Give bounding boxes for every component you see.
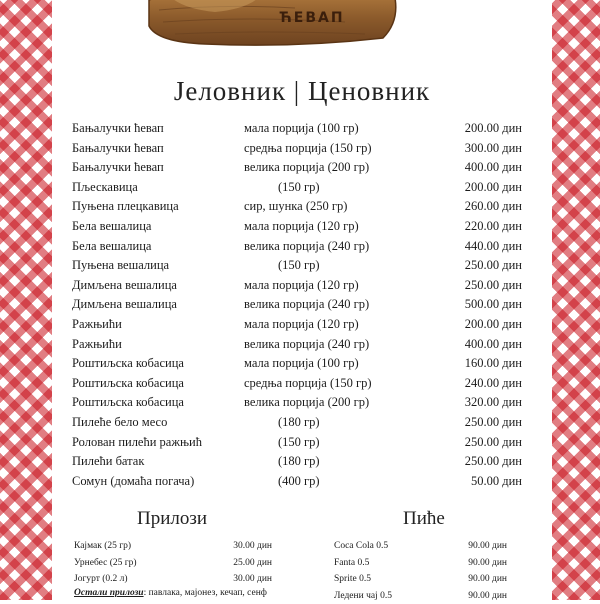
menu-row <box>72 237 522 257</box>
side-row <box>74 571 272 588</box>
logo-subtitle: ЋЕВАП <box>262 10 362 26</box>
dish-portion: велика порција (200 гр) <box>244 158 369 178</box>
menu-row <box>72 295 522 315</box>
drink-row <box>334 538 507 555</box>
menu-row <box>72 178 522 198</box>
item-name: Sprite 0.5 <box>334 571 371 588</box>
tablecloth-border-right <box>548 0 600 600</box>
dish-price: 250.00 дин <box>465 256 522 276</box>
item-name: Coca Cola 0.5 <box>334 538 388 555</box>
menu-row <box>72 197 522 217</box>
dish-portion: (150 гр) <box>278 178 320 198</box>
dish-price: 250.00 дин <box>465 433 522 453</box>
dish-name: Пуњена плецкавица <box>72 197 179 217</box>
menu-row <box>72 354 522 374</box>
dish-price: 250.00 дин <box>465 452 522 472</box>
dish-price: 200.00 дин <box>465 119 522 139</box>
dish-name: Бањалучки ћевап <box>72 119 164 139</box>
dish-portion: (150 гр) <box>278 256 320 276</box>
side-row <box>74 555 272 572</box>
item-price: 90.00 дин <box>468 571 507 588</box>
dish-name: Пилећи батак <box>72 452 144 472</box>
dish-portion: мала порција (120 гр) <box>244 315 359 335</box>
drink-row <box>334 571 507 588</box>
dish-price: 50.00 дин <box>471 472 522 492</box>
dish-portion: мала порција (120 гр) <box>244 276 359 296</box>
item-price: 90.00 дин <box>468 588 507 604</box>
dish-name: Роштиљска кобасица <box>72 374 184 394</box>
other-sides-note <box>74 588 267 598</box>
dish-portion: средња порција (150 гр) <box>244 139 372 159</box>
menu-row <box>72 158 522 178</box>
dish-name: Бањалучки ћевап <box>72 139 164 159</box>
dish-price: 320.00 дин <box>465 393 522 413</box>
item-price: 30.00 дин <box>233 538 272 555</box>
item-name: Урнебес (25 гр) <box>74 555 137 572</box>
menu-row <box>72 433 522 453</box>
dish-name: Пуњена вешалица <box>72 256 169 276</box>
side-row <box>74 538 272 555</box>
dish-portion: велика порција (200 гр) <box>244 393 369 413</box>
dish-portion: (180 гр) <box>278 413 320 433</box>
menu-row <box>72 256 522 276</box>
dish-name: Роштиљска кобасица <box>72 393 184 413</box>
dish-portion: (180 гр) <box>278 452 320 472</box>
dish-portion: мала порција (100 гр) <box>244 354 359 374</box>
drinks-list <box>334 538 507 604</box>
dish-price: 200.00 дин <box>465 315 522 335</box>
menu-row <box>72 374 522 394</box>
dish-portion: средња порција (150 гр) <box>244 374 372 394</box>
menu-row <box>72 413 522 433</box>
menu-row <box>72 315 522 335</box>
dish-price: 240.00 дин <box>465 374 522 394</box>
sides-title: Прилози <box>137 508 207 530</box>
dish-price: 260.00 дин <box>465 197 522 217</box>
dish-price: 250.00 дин <box>465 413 522 433</box>
dish-price: 220.00 дин <box>465 217 522 237</box>
item-name: Кајмак (25 гр) <box>74 538 131 555</box>
dish-portion: (400 гр) <box>278 472 320 492</box>
menu-row <box>72 393 522 413</box>
dish-portion: сир, шунка (250 гр) <box>244 197 347 217</box>
dish-name: Пљескавица <box>72 178 138 198</box>
dish-name: Бела вешалица <box>72 217 151 237</box>
dish-portion: мала порција (100 гр) <box>244 119 359 139</box>
menu-row <box>72 452 522 472</box>
dish-price: 200.00 дин <box>465 178 522 198</box>
dish-price: 500.00 дин <box>465 295 522 315</box>
menu-row <box>72 276 522 296</box>
drink-row <box>334 588 507 604</box>
menu-row <box>72 217 522 237</box>
item-name: Ледени чај 0.5 <box>334 588 392 604</box>
dish-name: Бела вешалица <box>72 237 151 257</box>
dish-name: Димљена вешалица <box>72 276 177 296</box>
dish-name: Роштиљска кобасица <box>72 354 184 374</box>
dish-portion: мала порција (120 гр) <box>244 217 359 237</box>
dish-name: Ролован пилећи ражњић <box>72 433 202 453</box>
dish-name: Пилеће бело месо <box>72 413 167 433</box>
dish-name: Димљена вешалица <box>72 295 177 315</box>
item-name: Fanta 0.5 <box>334 555 369 572</box>
drinks-title: Пиће <box>403 508 445 530</box>
other-sides-label: Остали прилози <box>74 588 144 598</box>
menu-row <box>72 472 522 492</box>
dish-name: Сомун (домаћа погача) <box>72 472 194 492</box>
dish-price: 160.00 дин <box>465 354 522 374</box>
item-price: 90.00 дин <box>468 555 507 572</box>
page-title: Јеловник | Ценовник <box>52 76 552 107</box>
dish-price: 300.00 дин <box>465 139 522 159</box>
dish-price: 400.00 дин <box>465 158 522 178</box>
menu-row <box>72 119 522 139</box>
dish-portion: (150 гр) <box>278 433 320 453</box>
dish-portion: велика порција (240 гр) <box>244 335 369 355</box>
item-name: Јогурт (0.2 л) <box>74 571 128 588</box>
menu-row <box>72 139 522 159</box>
dish-price: 440.00 дин <box>465 237 522 257</box>
price-list <box>72 119 522 491</box>
dish-price: 400.00 дин <box>465 335 522 355</box>
tablecloth-border-left <box>0 0 52 600</box>
sides-list <box>74 538 272 588</box>
item-price: 30.00 дин <box>233 571 272 588</box>
dish-price: 250.00 дин <box>465 276 522 296</box>
item-price: 90.00 дин <box>468 538 507 555</box>
dish-portion: велика порција (240 гр) <box>244 237 369 257</box>
drink-row <box>334 555 507 572</box>
dish-name: Бањалучки ћевап <box>72 158 164 178</box>
dish-portion: велика порција (240 гр) <box>244 295 369 315</box>
item-price: 25.00 дин <box>233 555 272 572</box>
other-sides-text: : павлака, мајонез, кечап, сенф <box>144 588 267 598</box>
menu-row <box>72 335 522 355</box>
dish-name: Ражњићи <box>72 315 122 335</box>
dish-name: Ражњићи <box>72 335 122 355</box>
